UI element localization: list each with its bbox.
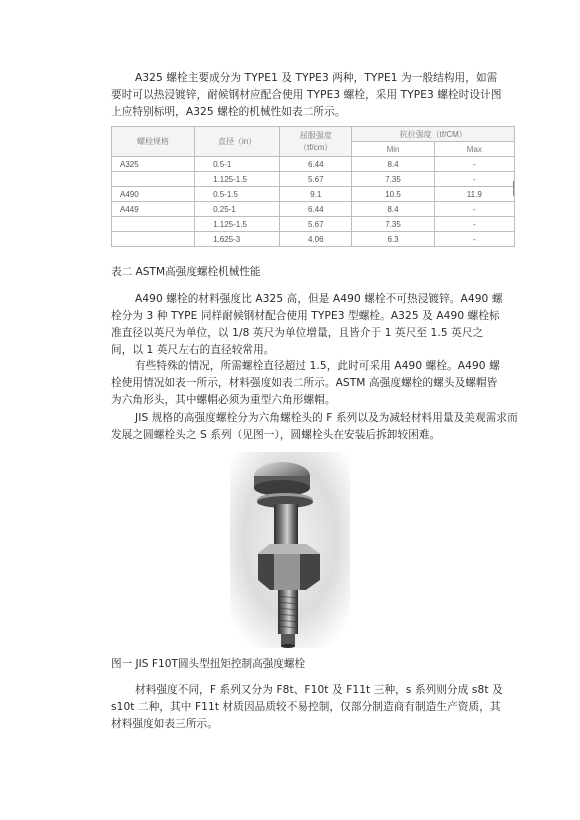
cell-grade bbox=[112, 217, 195, 232]
table-header-row bbox=[112, 127, 515, 142]
table-row bbox=[112, 172, 515, 187]
header-grade: 螺栓规格 bbox=[112, 127, 195, 157]
cell-yield: 4.06 bbox=[280, 232, 352, 247]
cell-yield: 5.67 bbox=[280, 217, 352, 232]
table-row bbox=[112, 217, 515, 232]
cell-min: 8.4 bbox=[352, 202, 434, 217]
cell-diameter: 1.125-1.5 bbox=[195, 172, 280, 187]
cell-max: - bbox=[434, 202, 514, 217]
paragraph-strength-series: 材料强度不同，F 系列又分为 F8t、F10t 及 F11t 三种，s 系列则分成 s8t 及 s10t 二种，其中 F11t 材质因品质较不易控制，仅部分制造商有制造生产资质，其材料强度如表三所示。 bbox=[111, 684, 503, 730]
header-max: Max bbox=[434, 142, 514, 157]
paragraph-a490: A490 螺栓的材料强度比 A325 高，但是 A490 螺栓不可热浸镀锌。A490 螺栓分为 3 种 TYPE 同样耐候钢材配合使用 TYPE3 型螺栓。A325 及 A490 螺栓标准直径以英尺为单位，以 1/8 英尺为单位增量，且皆介于 1 英尺至 1.5 英尺之间，以 1 英尺左右的直径较常用。 bbox=[111, 293, 503, 356]
bolt-properties-table bbox=[111, 126, 515, 247]
header-yield-line2: （tf/cm） bbox=[299, 142, 333, 152]
cell-diameter: 1.125-1.5 bbox=[195, 217, 280, 232]
cell-diameter: 0.5-1.5 bbox=[195, 187, 280, 202]
cell-min: 7.35 bbox=[352, 172, 434, 187]
cell-max: - bbox=[434, 157, 514, 172]
cell-grade: A325 bbox=[112, 157, 195, 172]
cell-max: - bbox=[434, 172, 514, 187]
cell-grade bbox=[112, 232, 195, 247]
cell-max: - bbox=[434, 232, 514, 247]
header-tensile: 抗拉强度（tf/CM） bbox=[352, 127, 515, 142]
cell-max: 11.9 bbox=[434, 187, 514, 202]
cell-min: 10.5 bbox=[352, 187, 434, 202]
cell-yield: 6.44 bbox=[280, 157, 352, 172]
bolt-photo bbox=[230, 452, 350, 648]
high-strength-bolt-image bbox=[230, 452, 350, 648]
cell-grade bbox=[112, 172, 195, 187]
cell-grade: A449 bbox=[112, 202, 195, 217]
header-yield-line1: 屈服强度 bbox=[299, 130, 332, 140]
cell-yield: 6.44 bbox=[280, 202, 352, 217]
header-diameter: 直径（in） bbox=[195, 127, 280, 157]
cell-diameter: 0.25-1 bbox=[195, 202, 280, 217]
cell-yield: 5.67 bbox=[280, 172, 352, 187]
header-min: Min bbox=[352, 142, 434, 157]
table-row bbox=[112, 202, 515, 217]
cell-yield: 9.1 bbox=[280, 187, 352, 202]
header-yield bbox=[280, 127, 352, 157]
table-edge-mark bbox=[513, 181, 514, 196]
cell-max: - bbox=[434, 217, 514, 232]
figure-caption: 图一 JIS F10T圆头型扭矩控制高强度螺栓 bbox=[111, 658, 306, 670]
paragraph-jis: JIS 规格的高强度螺栓分为六角螺栓头的 F 系列以及为减轻材料用量及美观需求而发展之圆螺栓头之 S 系列（见图一），圆螺栓头在安装后拆卸较困难。 bbox=[111, 412, 518, 441]
cell-diameter: 0.5-1 bbox=[195, 157, 280, 172]
cell-diameter: 1.625-3 bbox=[195, 232, 280, 247]
cell-grade: A490 bbox=[112, 187, 195, 202]
cell-min: 6.3 bbox=[352, 232, 434, 247]
paragraph-special-cases: 有些特殊的情况，所需螺栓直径超过 1.5，此时可采用 A490 螺栓。A490 螺栓使用情况如表一所示，材料强度如表二所示。ASTM 高强度螺栓的螺头及螺帽皆为六角形头，其中螺帽必须为重型六角形螺帽。 bbox=[111, 360, 500, 406]
cell-min: 8.4 bbox=[352, 157, 434, 172]
cell-min: 7.35 bbox=[352, 217, 434, 232]
table-row bbox=[112, 187, 515, 202]
table-caption: 表二 ASTM高强度螺栓机械性能 bbox=[111, 266, 261, 278]
table-row bbox=[112, 157, 515, 172]
bolt-properties-table-container bbox=[111, 126, 513, 247]
table-row bbox=[112, 232, 515, 247]
paragraph-a325-intro: A325 螺栓主要成分为 TYPE1 及 TYPE3 两种，TYPE1 为一般结构用，如需要时可以热浸镀锌，耐候钢材应配合使用 TYPE3 螺栓，采用 TYPE3 螺栓时设计图上应特别标明，A325 螺栓的机械性如表二所示。 bbox=[111, 72, 502, 118]
